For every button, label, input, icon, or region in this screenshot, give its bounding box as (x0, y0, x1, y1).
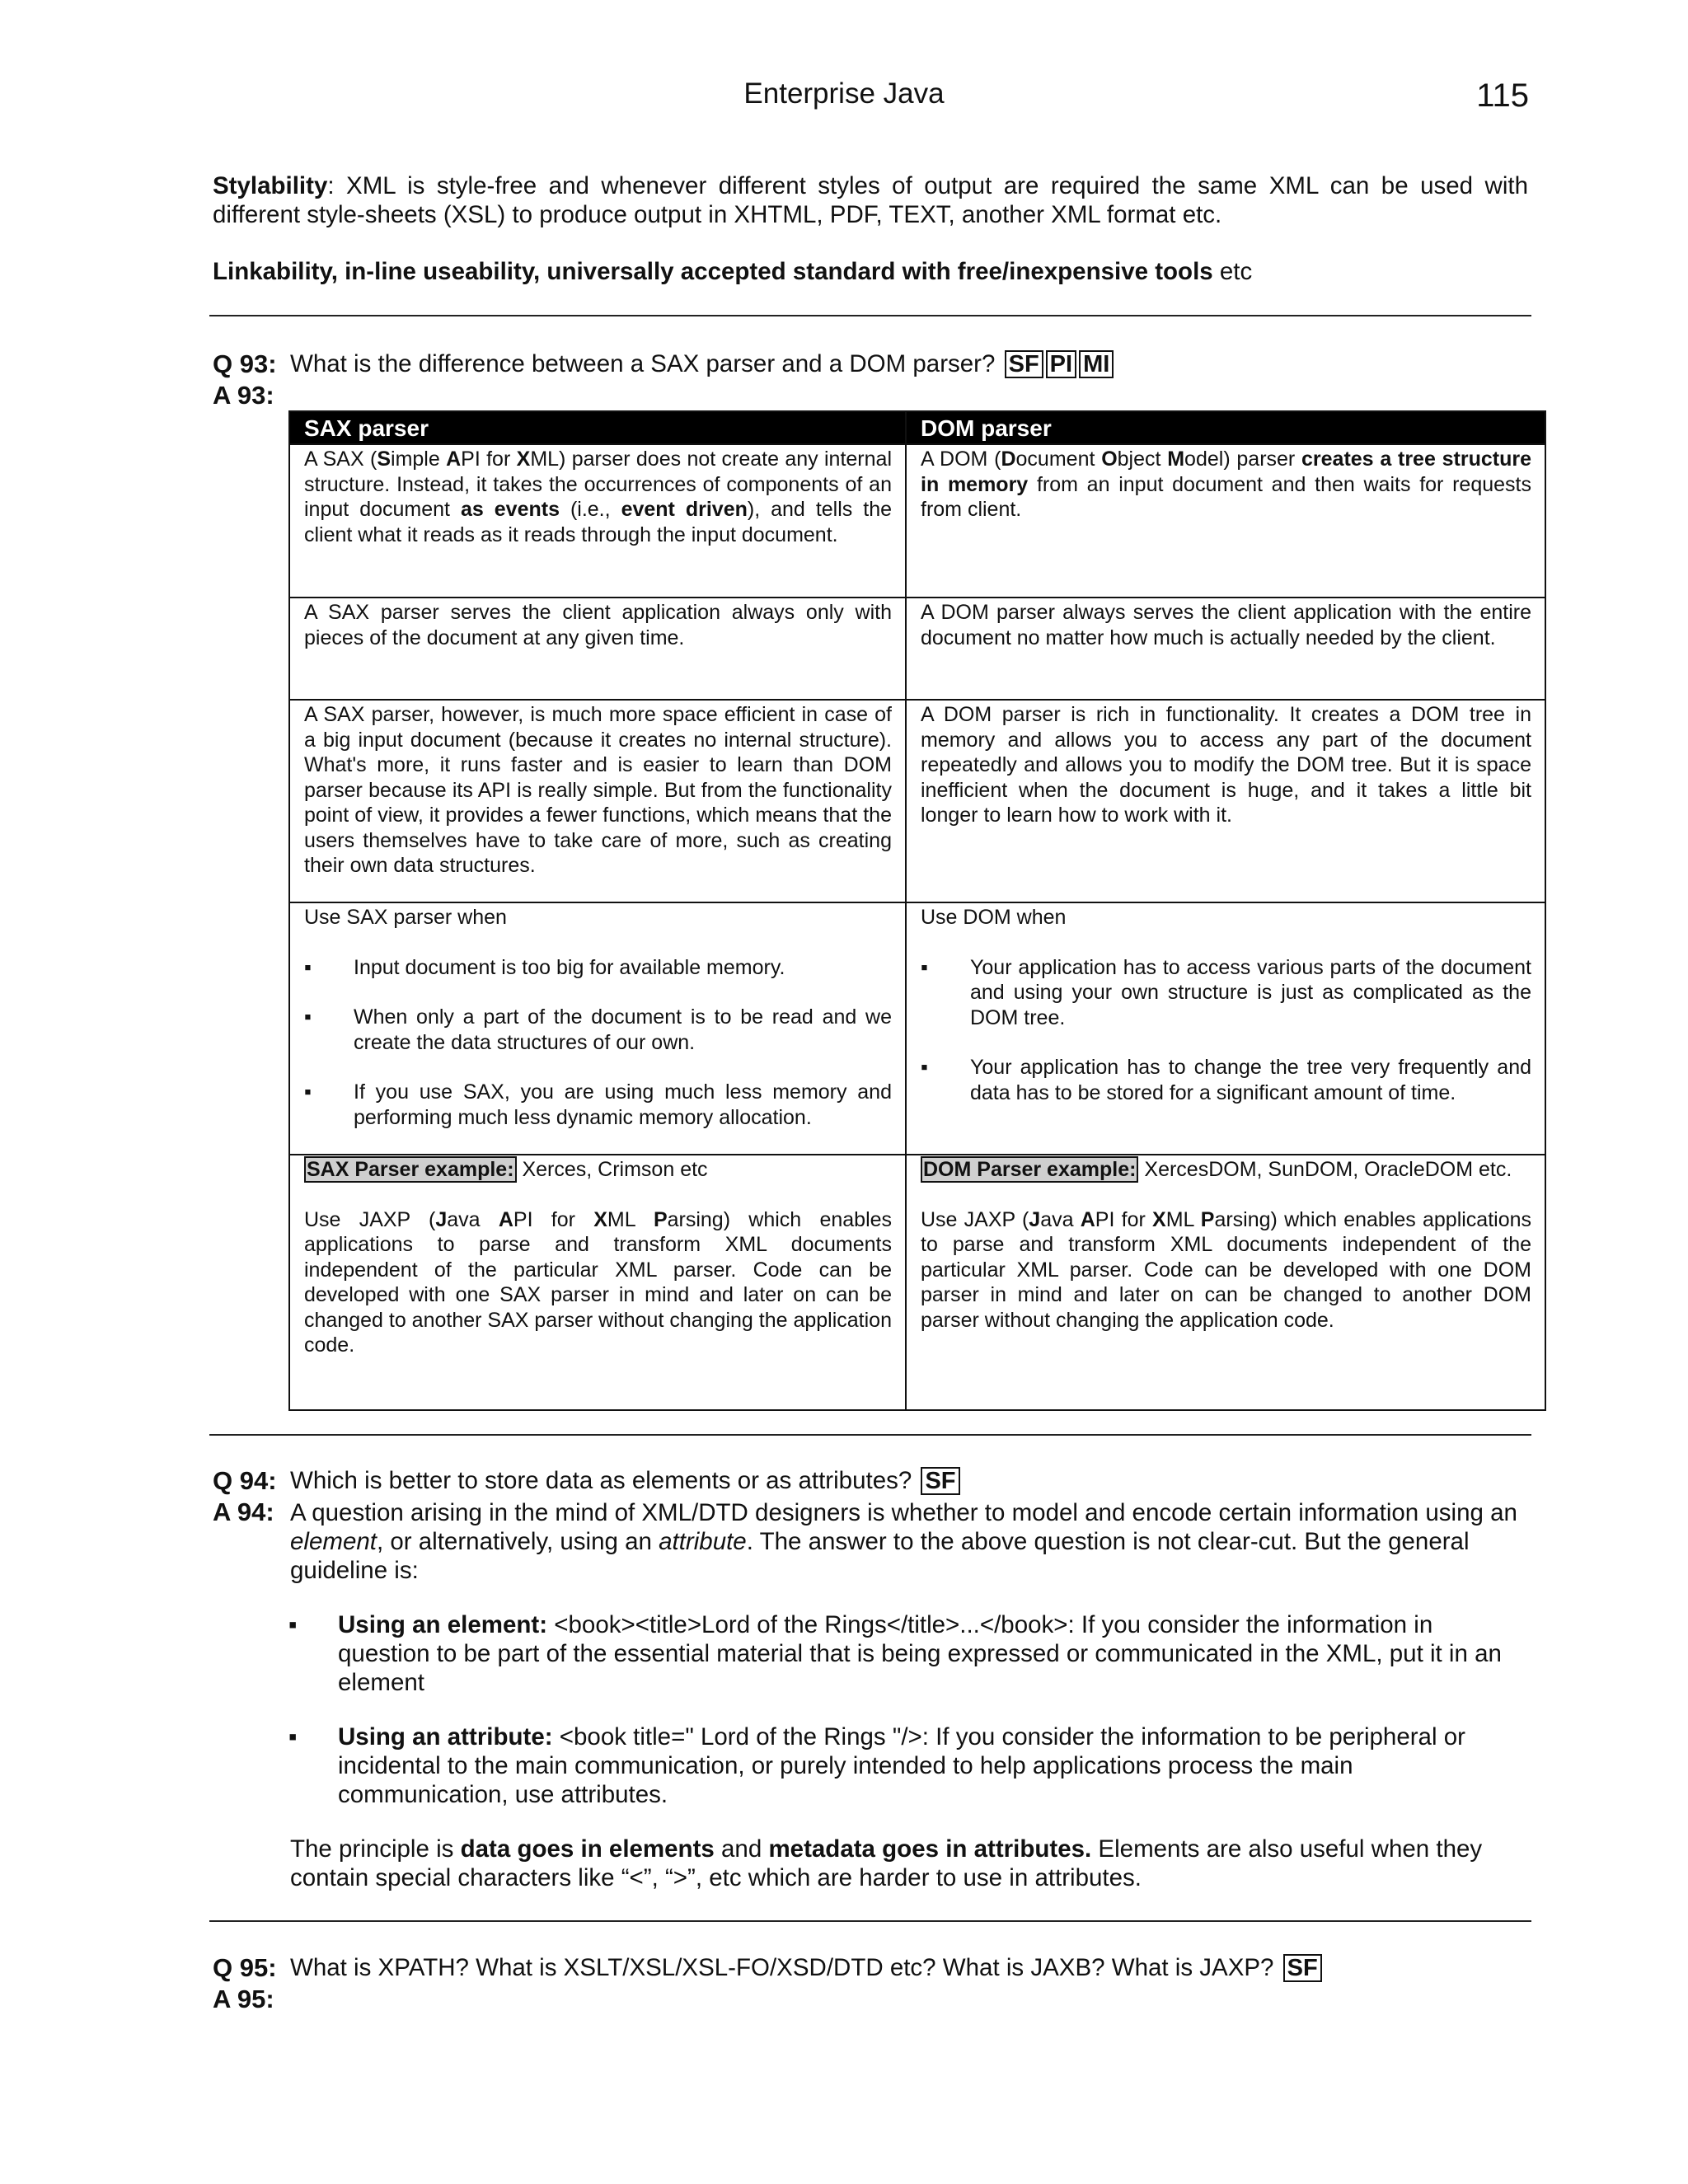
divider (209, 1920, 1531, 1922)
table-row (289, 598, 1545, 700)
a93-label: A 93: (213, 381, 274, 410)
a94-bullets (288, 1610, 1528, 1697)
sax-when-cell (289, 902, 906, 1155)
list-item: ▪ If you use SAX, you are using much less memory and performing much less dynamic memory allocation. (304, 1080, 892, 1130)
sax-serving-cell: A SAX parser serves the client application always only with pieces of the document at any given time. (289, 598, 906, 700)
stylability-paragraph (213, 171, 1528, 229)
divider (209, 1434, 1531, 1436)
dom-header: DOM parser (906, 411, 1545, 444)
sf-badge: SF (1005, 350, 1043, 378)
stylability-text: : XML is style-free and whenever different styles of output are required the same XML can be used with different style-sheets (XSL) to produce output in XHTML, PDF, TEXT, another XML format etc. (213, 172, 1528, 228)
sax-definition-cell: A SAX (Simple API for XML) parser does not create any internal structure. Instead, it takes the occurrences of components of an input document as events (i.e., event driven), and tells the client what it reads as it reads through the input document. (289, 444, 906, 598)
sax-when-intro: Use SAX parser when (304, 906, 507, 929)
q93-text: What is the difference between a SAX parser and a DOM parser? (290, 350, 996, 377)
q95-label: Q 95: (213, 1953, 277, 1982)
q94-label: Q 94: (213, 1466, 277, 1495)
table-header-row (289, 411, 1545, 444)
list-item: ▪ Input document is too big for available memory. (304, 955, 892, 981)
a94-bullets-2 (288, 1722, 1528, 1809)
q95-text: What is XPATH? What is XSLT/XSL/XSL-FO/XSD/DTD etc? What is JAXB? What is JAXP? (290, 1954, 1274, 1981)
dom-functionality-cell: A DOM parser is rich in functionality. It creates a DOM tree in memory and allows you to access any part of the document repeatedly and allows you to modify the DOM tree. But it is space inefficient when the document is huge, and it takes a little bit longer to learn how to work with it. (906, 700, 1545, 902)
page-number: 115 (1476, 77, 1529, 114)
sax-example-cell (289, 1155, 906, 1410)
linkability-bold: Linkability, in-line useability, universally accepted standard with free/inexpensive tools (213, 258, 1213, 285)
dom-example-line (921, 1157, 1531, 1183)
sax-header: SAX parser (289, 411, 906, 444)
dom-example-cell (906, 1155, 1545, 1410)
table-row (289, 444, 1545, 598)
q94-question (290, 1467, 960, 1495)
a94-principle: The principle is data goes in elements and metadata goes in attributes. Elements are also useful when they contain special characters like “<”, “>”, etc which are harder to use in attributes. (290, 1835, 1483, 1891)
list-item: ▪ Using an attribute: <book title=" Lord of the Rings "/>: If you consider the information to be peripheral or incidental to the main communication, or purely intended to help applications process the main communication, use attributes. (288, 1722, 1528, 1809)
sax-example-label: SAX Parser example: (304, 1156, 517, 1183)
a95-label: A 95: (213, 1985, 274, 2013)
sf-badge: SF (1283, 1954, 1322, 1982)
a94-label: A 94: (213, 1497, 274, 1526)
table-row (289, 700, 1545, 902)
sax-dom-comparison-table (288, 410, 1546, 1411)
sax-when-list (304, 955, 892, 1131)
q93-label: Q 93: (213, 349, 277, 378)
q93-question (290, 350, 1114, 378)
sax-example-text: Xerces, Crimson etc (516, 1158, 708, 1181)
stylability-label: Stylability (213, 172, 328, 199)
q95-question (290, 1954, 1322, 1982)
dom-when-list (921, 955, 1531, 1106)
dom-jaxp-paragraph: Use JAXP (Java API for XML Parsing) which enables applications to parse and transform XML documents independent of the particular XML parser. Code can be developed with one DOM parser in mind and later on can be changed to another DOM parser without changing the application code. (921, 1207, 1532, 1332)
list-item: ▪ Your application has to access various parts of the document and using your own structure is just as complicated as the DOM tree. (921, 955, 1531, 1031)
dom-example-text: XercesDOM, SunDOM, OracleDOM etc. (1138, 1158, 1512, 1181)
running-header: Enterprise Java (743, 77, 945, 110)
mi-badge: MI (1079, 350, 1114, 378)
dom-serving-cell: A DOM parser always serves the client application with the entire document no matter how much is actually needed by the client. (906, 598, 1545, 700)
dom-definition-cell: A DOM (Document Object Model) parser creates a tree structure in memory from an input document and then waits for requests from client. (906, 444, 1545, 598)
sax-example-line (304, 1157, 892, 1183)
table-row (289, 1155, 1545, 1410)
q94-text: Which is better to store data as elements or as attributes? (290, 1467, 912, 1494)
linkability-rest: etc (1212, 258, 1253, 285)
table-row (289, 902, 1545, 1155)
dom-example-label: DOM Parser example: (921, 1156, 1138, 1183)
list-item: ▪ Using an element: <book><title>Lord of the Rings</title>...</book>: If you consider the information in question to be part of the essential material that is being expressed or communicated in the XML, put it in an element (288, 1610, 1528, 1697)
list-item: ▪ Your application has to change the tree very frequently and data has to be stored for a significant amount of time. (921, 1055, 1531, 1105)
sax-jaxp-paragraph: Use JAXP (Java API for XML Parsing) which enables applications to parse and transform XML documents independent of the particular XML parser. Code can be developed with one SAX parser in mind and later on can be changed to another SAX parser without changing the application code. (304, 1207, 893, 1357)
linkability-paragraph (213, 257, 1528, 286)
list-item: ▪ When only a part of the document is to be read and we create the data structures of our own. (304, 1005, 892, 1055)
sax-efficiency-cell: A SAX parser, however, is much more space efficient in case of a big input document (because it creates no internal structure). What's more, it runs faster and is easier to learn than DOM parser because its API is really simple. But from the functionality point of view, it provides a fewer functions, which means that the users themselves have to take care of more, such as creating their own data structures. (289, 700, 906, 902)
dom-when-cell (906, 902, 1545, 1155)
pi-badge: PI (1046, 350, 1076, 378)
divider (209, 315, 1531, 316)
a94-intro: A question arising in the mind of XML/DTD designers is whether to model and encode certain information using an element, or alternatively, using an attribute. The answer to the above question is not clear-cut. But the general guideline is: (290, 1499, 1517, 1584)
sf-badge: SF (921, 1467, 959, 1495)
dom-when-intro: Use DOM when (921, 906, 1067, 929)
